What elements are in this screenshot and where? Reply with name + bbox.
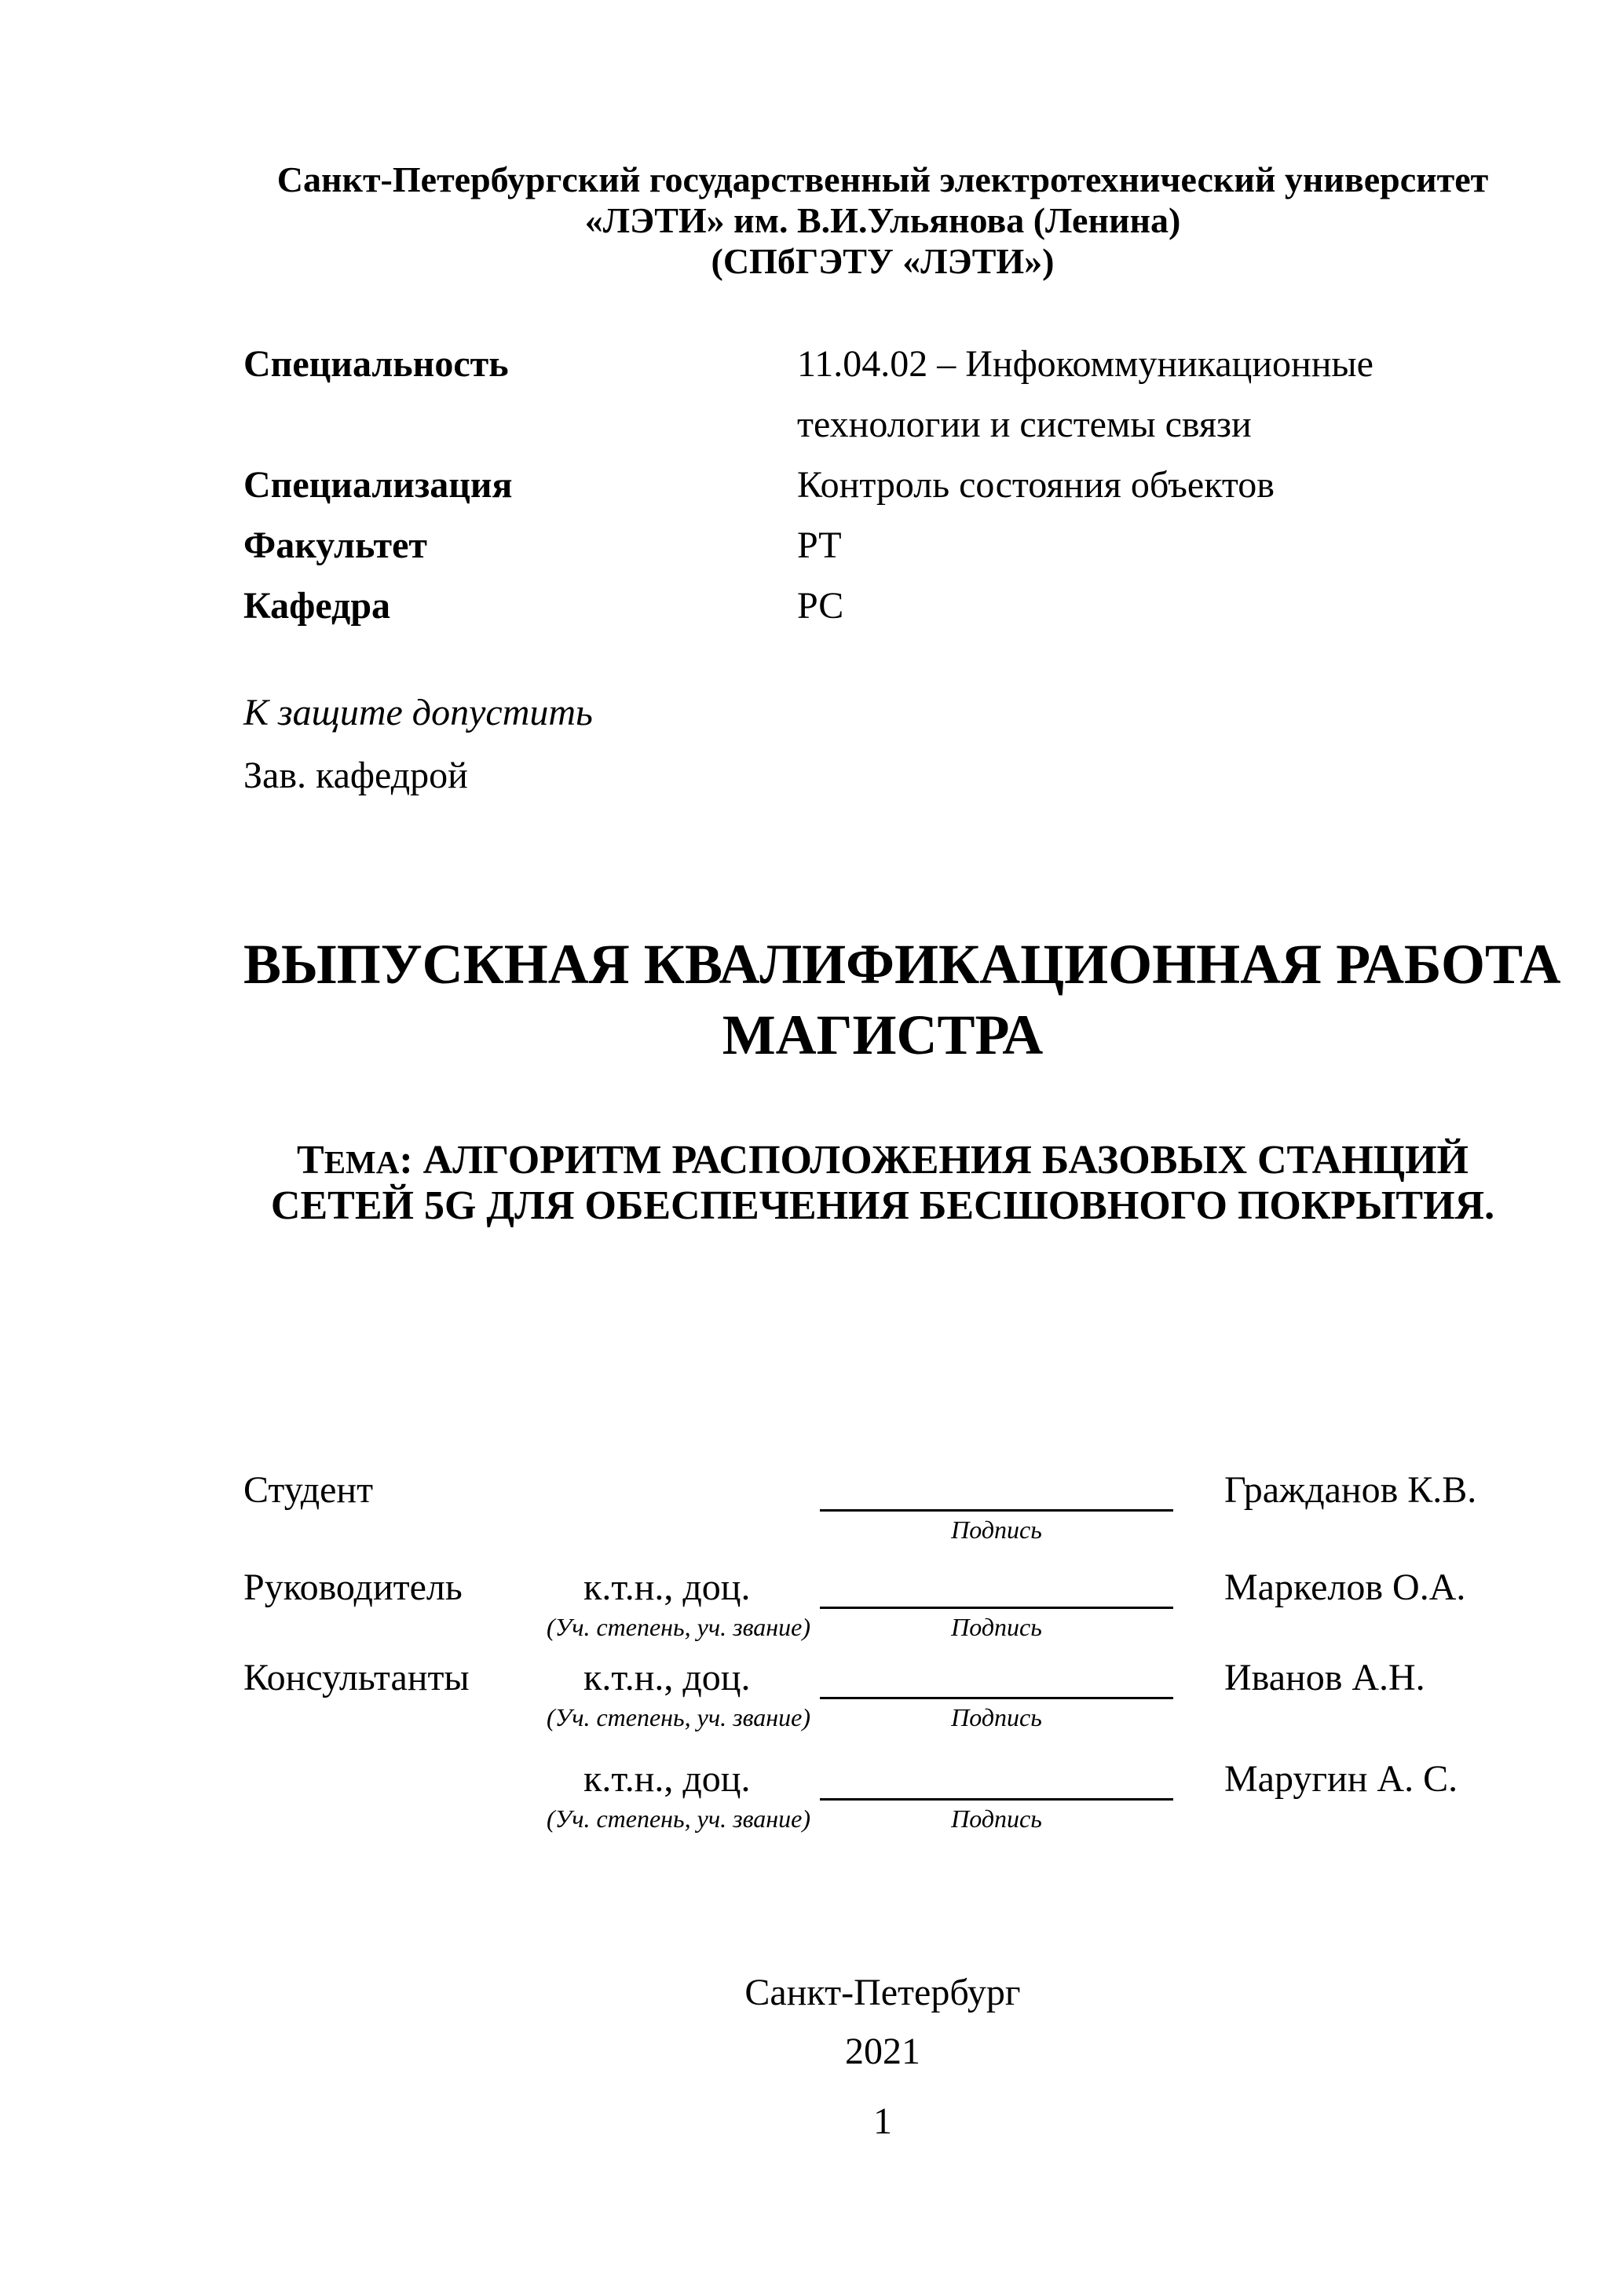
thesis-title-line-1: ВЫПУСКНАЯ КВАЛИФИКАЦИОННАЯ РАБОТА — [243, 933, 1561, 996]
footer — [243, 1963, 1522, 2081]
signature-row-consultant-2 — [243, 1757, 1522, 1848]
theme-line-1-text: : АЛГОРИТМ РАСПОЛОЖЕНИЯ БАЗОВЫХ СТАНЦИЙ — [399, 1138, 1469, 1183]
detail-row-faculty — [243, 515, 1522, 576]
degree-label: к.т.н., доц. — [583, 1657, 751, 1698]
header-line-2: «ЛЭТИ» им. В.И.Ульянова (Ленина) — [584, 200, 1181, 240]
approval-line-head-of-dept: Зав. кафедрой — [243, 755, 468, 796]
detail-label: Специальность — [243, 343, 509, 385]
person-name: Иванов А.Н. — [1224, 1657, 1425, 1698]
signature-line — [820, 1697, 1173, 1699]
detail-label: Специализация — [243, 464, 513, 506]
page-number: 1 — [873, 2100, 892, 2142]
footer-city: Санкт-Петербург — [744, 1972, 1021, 2013]
signature-hint-label: Подпись — [951, 1613, 1042, 1641]
thesis-theme — [243, 1139, 1522, 1228]
role-label: Консультанты — [243, 1657, 470, 1698]
theme-line-2: СЕТЕЙ 5G ДЛЯ ОБЕСПЕЧЕНИЯ БЕСШОВНОГО ПОКРЫТИЯ. — [270, 1183, 1495, 1228]
signature-hint-label: Подпись — [951, 1804, 1042, 1833]
university-header — [243, 159, 1522, 282]
role-label: Руководитель — [243, 1567, 463, 1608]
detail-label: Кафедра — [243, 585, 391, 627]
signature-hint-label: Подпись — [951, 1703, 1042, 1731]
role-label: Студент — [243, 1469, 374, 1511]
signature-row-supervisor — [243, 1566, 1522, 1657]
detail-value: Контроль состояния объектов — [797, 464, 1275, 506]
person-name: Маругин А. С. — [1224, 1758, 1458, 1800]
signature-line — [820, 1798, 1173, 1801]
degree-label: к.т.н., доц. — [583, 1567, 751, 1608]
degree-hint-label: (Уч. степень, уч. звание) — [547, 1804, 810, 1833]
detail-row-speciality-cont — [243, 394, 1522, 455]
details-table — [243, 334, 1522, 636]
signature-row-consultant-1 — [243, 1656, 1522, 1747]
signature-row-student — [243, 1468, 1522, 1559]
approval-note — [243, 682, 1522, 807]
person-name: Маркелов О.А. — [1224, 1567, 1466, 1608]
detail-value: 11.04.02 – Инфокоммуникационные — [797, 343, 1373, 385]
theme-line-1 — [243, 1139, 1522, 1184]
degree-hint-label: (Уч. степень, уч. звание) — [547, 1613, 810, 1641]
detail-row-speciality — [243, 334, 1522, 394]
detail-label: Факультет — [243, 525, 427, 566]
detail-value: технологии и системы связи — [797, 404, 1252, 445]
detail-row-department — [243, 576, 1522, 636]
detail-row-specialization — [243, 455, 1522, 515]
detail-value: РТ — [797, 525, 842, 566]
person-name: Гражданов К.В. — [1224, 1469, 1477, 1511]
detail-label — [243, 394, 797, 455]
header-line-1: Санкт-Петербургский государственный электротехнический университет — [276, 159, 1489, 199]
degree-label: к.т.н., доц. — [583, 1758, 751, 1800]
header-line-3: (СПбГЭТУ «ЛЭТИ») — [711, 241, 1055, 281]
detail-value: РС — [797, 585, 844, 627]
thesis-title — [243, 929, 1561, 1070]
signature-hint-label: Подпись — [951, 1515, 1042, 1544]
signature-line — [820, 1509, 1173, 1512]
signature-line — [820, 1607, 1173, 1609]
degree-hint-label: (Уч. степень, уч. звание) — [547, 1703, 810, 1731]
approval-line-allow: К защите допустить — [243, 692, 593, 733]
theme-label-smallcaps: ЕМА — [324, 1144, 400, 1180]
footer-year: 2021 — [845, 2031, 920, 2072]
thesis-title-line-2: МАГИСТРА — [722, 1004, 1044, 1066]
theme-label-cap: Т — [297, 1138, 324, 1183]
